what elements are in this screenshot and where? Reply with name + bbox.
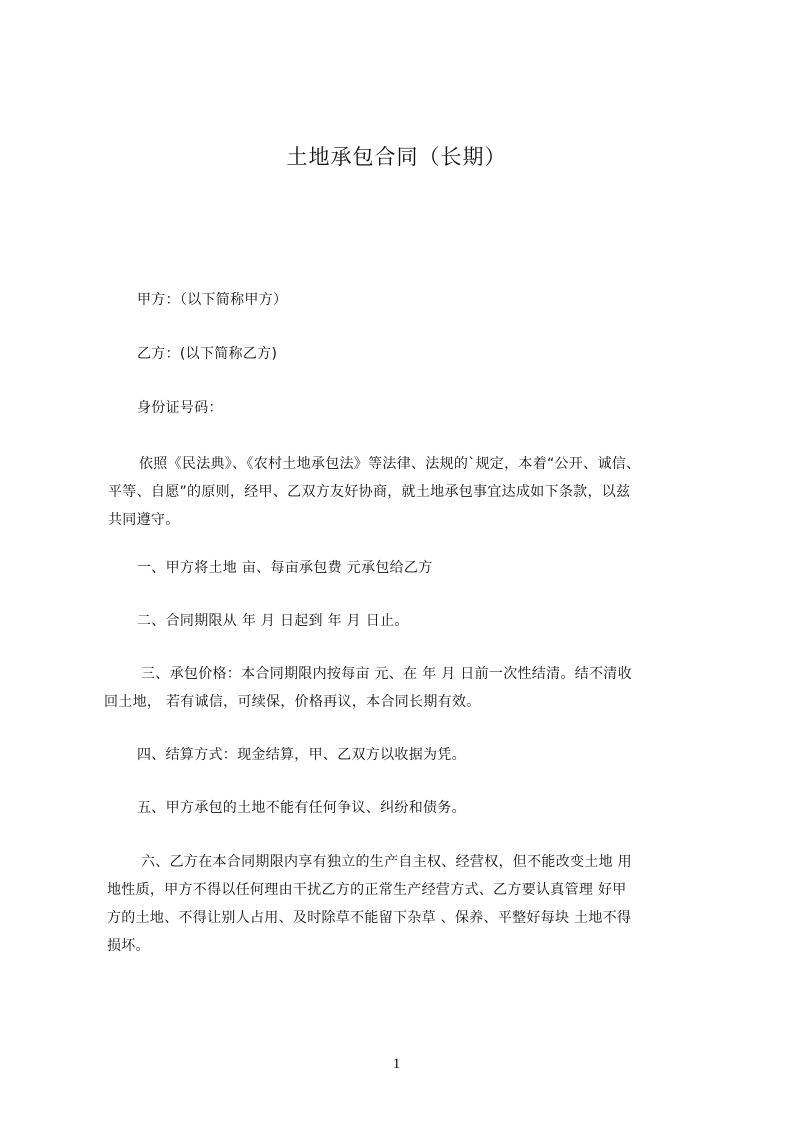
intro-line-3: 共同遵守。 [108, 512, 180, 528]
clause-6-paragraph [107, 848, 632, 960]
clause-4: 四、结算方式：现金结算，甲、乙双方以收据为凭。 [137, 747, 466, 763]
party-a-line: 甲方：（以下简称甲方） [137, 292, 288, 308]
intro-paragraph [108, 450, 640, 534]
clause-3-paragraph [104, 660, 632, 716]
clause-6-line-2: 地性质，甲方不得以任何理由干扰乙方的正常生产经营方式、乙方要认真管理 好甲 [107, 882, 627, 898]
page-number: 1 [392, 1056, 401, 1072]
intro-line-2: 平等、自愿”的原则，经甲、乙双方友好协商，就土地承包事宜达成如下条款，以兹 [108, 484, 631, 500]
clause-2: 二、合同期限从 年 月 日起到 年 月 日止。 [137, 613, 409, 629]
clause-6-line-3: 方的土地、不得让别人占用、及时除草不能留下杂草 、保养、平整好每块 土地不得 [107, 910, 632, 926]
clause-1: 一、甲方将土地 亩、每亩承包费 元承包给乙方 [137, 560, 433, 576]
id-number-line: 身份证号码： [137, 400, 223, 416]
clause-5: 五、甲方承包的土地不能有任何争议、纠纷和债务。 [137, 800, 466, 816]
document-title: 土地承包合同（长期） [286, 145, 507, 169]
intro-line-1: 依照《民法典》、《农村土地承包法》等法律、法规的`规定，本着“公开、诚信、 [139, 456, 641, 472]
clause-6-line-4: 损坏。 [107, 938, 150, 954]
clause-6-line-1: 六、乙方在本合同期限内享有独立的生产自主权、经营权，但不能改变土地 用 [141, 854, 632, 870]
party-b-line: 乙方：(以下简称乙方) [137, 346, 278, 362]
clause-3-line-1: 三、承包价格：本合同期限内按每亩 元、在 年 月 日前一次性结清。结不清收 [141, 666, 632, 682]
clause-3-line-2: 回土地， 若有诚信，可续保，价格再议，本合同长期有效。 [104, 694, 481, 710]
